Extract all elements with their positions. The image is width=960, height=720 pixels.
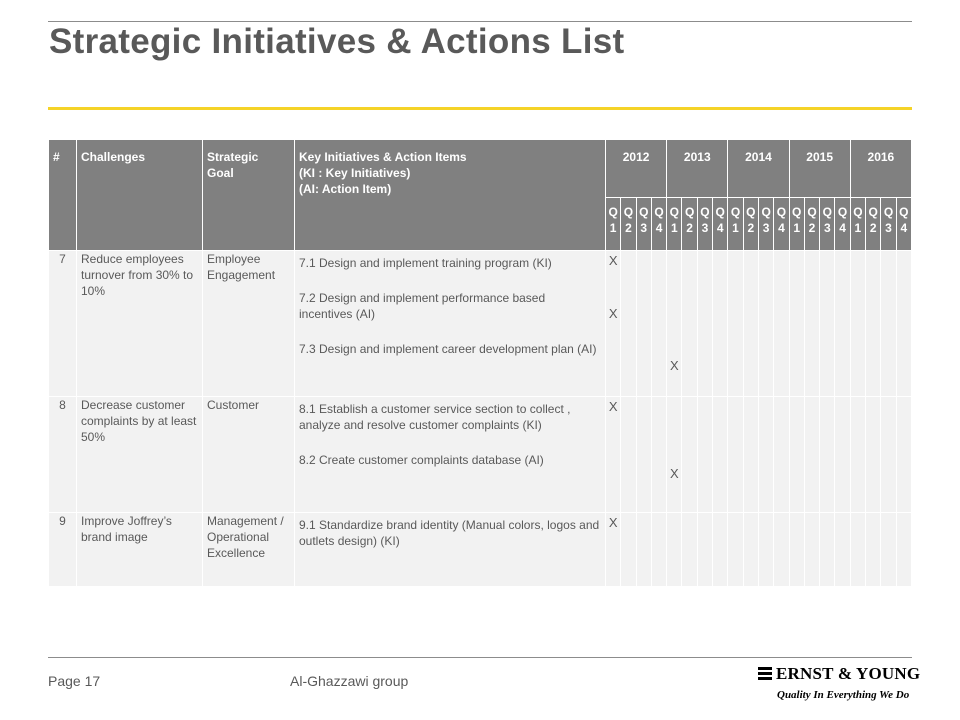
quarter-cell bbox=[881, 251, 896, 397]
quarter-cell bbox=[743, 397, 758, 513]
key-initiatives-cell bbox=[295, 513, 606, 587]
action-item: 7.1 Design and implement training program (KI) bbox=[299, 256, 552, 270]
footer-rule bbox=[48, 657, 912, 658]
quarter-cell bbox=[651, 397, 666, 513]
quarter-cell bbox=[850, 251, 865, 397]
quarter-cell bbox=[896, 513, 911, 587]
quarter-cell bbox=[667, 251, 682, 397]
row-number: 7 bbox=[49, 251, 77, 397]
quarter-cell bbox=[651, 251, 666, 397]
quarter-cell bbox=[682, 251, 697, 397]
logo-tagline: Quality In Everything We Do bbox=[777, 689, 910, 701]
quarter-cell bbox=[820, 513, 835, 587]
key-initiatives-cell bbox=[295, 251, 606, 397]
quarter-cell bbox=[866, 251, 881, 397]
quarter-cell bbox=[789, 513, 804, 587]
header-number: # bbox=[49, 140, 77, 251]
quarter-header: Q 3 bbox=[881, 197, 896, 250]
quarter-cell bbox=[758, 397, 773, 513]
header-year: 2014 bbox=[728, 140, 789, 198]
quarter-cell bbox=[697, 513, 712, 587]
quarter-cell bbox=[728, 513, 743, 587]
table-row bbox=[49, 397, 912, 513]
header-challenges: Challenges bbox=[77, 140, 203, 251]
quarter-header: Q 2 bbox=[804, 197, 819, 250]
quarter-cell bbox=[820, 251, 835, 397]
quarter-cell bbox=[636, 251, 651, 397]
quarter-cell bbox=[850, 397, 865, 513]
quarter-cell bbox=[713, 397, 728, 513]
logo-bars-icon bbox=[758, 667, 772, 682]
header-year: 2015 bbox=[789, 140, 850, 198]
initiatives-table bbox=[48, 139, 912, 587]
quarter-header: Q 4 bbox=[713, 197, 728, 250]
quarter-cell bbox=[866, 513, 881, 587]
quarter-cell bbox=[651, 513, 666, 587]
quarter-cell bbox=[820, 397, 835, 513]
quarter-cell bbox=[606, 397, 621, 513]
quarter-cell bbox=[804, 513, 819, 587]
header-year: 2013 bbox=[667, 140, 728, 198]
row-number: 9 bbox=[49, 513, 77, 587]
quarter-cell bbox=[804, 251, 819, 397]
quarter-cell bbox=[835, 397, 850, 513]
quarter-header: Q 3 bbox=[820, 197, 835, 250]
ernst-young-logo bbox=[758, 664, 921, 706]
quarter-header: Q 4 bbox=[651, 197, 666, 250]
quarter-cell bbox=[728, 397, 743, 513]
page-number: Page 17 bbox=[48, 673, 101, 689]
challenge-cell: Improve Joffrey’s brand image bbox=[77, 513, 203, 587]
footer-group-name: Al-Ghazzawi group bbox=[290, 673, 409, 689]
quarter-header: Q 1 bbox=[789, 197, 804, 250]
challenge-cell: Decrease customer complaints by at least 50% bbox=[77, 397, 203, 513]
quarter-cell bbox=[789, 251, 804, 397]
quarter-cell bbox=[728, 251, 743, 397]
action-item: 7.3 Design and implement career development plan (AI) bbox=[299, 342, 597, 356]
table-row bbox=[49, 513, 912, 587]
quarter-cell bbox=[743, 513, 758, 587]
quarter-header: Q 2 bbox=[743, 197, 758, 250]
quarter-header: Q 1 bbox=[606, 197, 621, 250]
action-item: 8.1 Establish a customer service section to collect , analyze and resolve customer complaints (KI) bbox=[299, 402, 571, 432]
quarter-cell bbox=[606, 513, 621, 587]
title-underline bbox=[48, 107, 912, 110]
header-strategic-goal: Strategic Goal bbox=[203, 140, 295, 251]
quarter-header: Q 3 bbox=[636, 197, 651, 250]
quarter-header: Q 1 bbox=[667, 197, 682, 250]
quarter-cell bbox=[667, 397, 682, 513]
quarter-header: Q 4 bbox=[896, 197, 911, 250]
schedule-mark: X bbox=[608, 399, 618, 414]
strategic-goal-cell: Customer bbox=[203, 397, 295, 513]
quarter-cell bbox=[758, 513, 773, 587]
quarter-cell bbox=[697, 397, 712, 513]
quarter-cell bbox=[743, 251, 758, 397]
quarter-header: Q 3 bbox=[758, 197, 773, 250]
quarter-cell bbox=[896, 397, 911, 513]
quarter-cell bbox=[758, 251, 773, 397]
quarter-cell bbox=[636, 397, 651, 513]
quarter-cell bbox=[713, 251, 728, 397]
quarter-cell bbox=[621, 251, 636, 397]
quarter-cell bbox=[896, 251, 911, 397]
logo-name: ERNST & YOUNG bbox=[776, 664, 921, 683]
schedule-mark: X bbox=[670, 358, 679, 373]
quarter-cell bbox=[881, 397, 896, 513]
table-header-row bbox=[49, 140, 912, 198]
quarter-cell bbox=[606, 251, 621, 397]
quarter-cell bbox=[667, 513, 682, 587]
quarter-cell bbox=[835, 513, 850, 587]
quarter-header: Q 3 bbox=[697, 197, 712, 250]
key-initiatives-cell bbox=[295, 397, 606, 513]
schedule-mark: X bbox=[608, 306, 618, 321]
header-year: 2016 bbox=[850, 140, 911, 198]
quarter-header: Q 2 bbox=[866, 197, 881, 250]
strategic-goal-cell: Management / Operational Excellence bbox=[203, 513, 295, 587]
quarter-cell bbox=[713, 513, 728, 587]
quarter-cell bbox=[850, 513, 865, 587]
header-year: 2012 bbox=[606, 140, 667, 198]
quarter-cell bbox=[621, 397, 636, 513]
quarter-cell bbox=[774, 397, 789, 513]
page-title: Strategic Initiatives & Actions List bbox=[49, 22, 625, 61]
quarter-cell bbox=[881, 513, 896, 587]
schedule-mark: X bbox=[670, 466, 679, 481]
quarter-cell bbox=[697, 251, 712, 397]
table-body bbox=[49, 251, 912, 587]
schedule-mark: X bbox=[608, 515, 618, 530]
quarter-header: Q 1 bbox=[850, 197, 865, 250]
strategic-goal-cell: Employee Engagement bbox=[203, 251, 295, 397]
quarter-cell bbox=[682, 513, 697, 587]
challenge-cell: Reduce employees turnover from 30% to 10% bbox=[77, 251, 203, 397]
quarter-cell bbox=[866, 397, 881, 513]
header-key-initiatives: Key Initiatives & Action Items (KI : Key Initiatives) (AI: Action Item) bbox=[295, 140, 606, 251]
quarter-cell bbox=[682, 397, 697, 513]
action-item: 8.2 Create customer complaints database (AI) bbox=[299, 453, 544, 467]
quarter-header: Q 2 bbox=[621, 197, 636, 250]
quarter-header: Q 4 bbox=[835, 197, 850, 250]
quarter-header: Q 4 bbox=[774, 197, 789, 250]
quarter-cell bbox=[804, 397, 819, 513]
quarter-cell bbox=[636, 513, 651, 587]
quarter-cell bbox=[774, 513, 789, 587]
quarter-cell bbox=[621, 513, 636, 587]
schedule-mark: X bbox=[608, 253, 618, 268]
table-row bbox=[49, 251, 912, 397]
row-number: 8 bbox=[49, 397, 77, 513]
quarter-header: Q 2 bbox=[682, 197, 697, 250]
quarter-cell bbox=[774, 251, 789, 397]
quarter-cell bbox=[789, 397, 804, 513]
quarter-cell bbox=[835, 251, 850, 397]
action-item: 9.1 Standardize brand identity (Manual colors, logos and outlets design) (KI) bbox=[299, 518, 600, 548]
quarter-header: Q 1 bbox=[728, 197, 743, 250]
action-item: 7.2 Design and implement performance based incentives (AI) bbox=[299, 291, 546, 321]
